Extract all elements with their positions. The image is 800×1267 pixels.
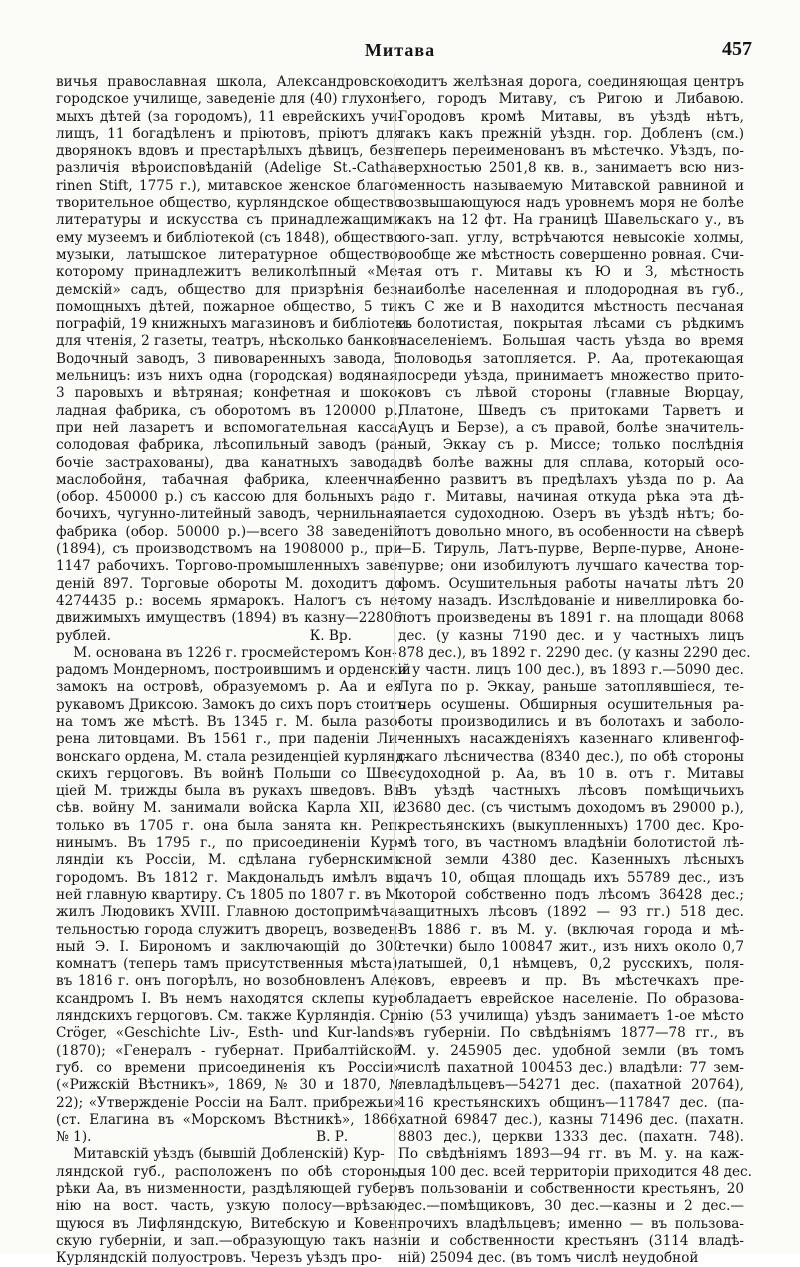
text-line: фабрика (обор. 50000 р.)—всего 38 заведеній — [56, 523, 402, 540]
text-line: мѣ того, въ частномъ владѣніи болотистой лѣ- — [398, 835, 744, 852]
text-line: населеніемъ. Большая часть уѣзда во время — [398, 333, 744, 350]
text-line: ковъ съ лѣвой стороны (главные Вюрцау, — [398, 385, 744, 402]
text-line: сной земли 4380 дес. Казенныхъ лѣсныхъ — [398, 852, 744, 869]
text-line: («Рижскій Вѣстникъ», 1869, № 30 и 1870, № — [56, 1077, 402, 1094]
text-line: дворянокъ вдовъ и престарѣлыхъ дѣвицъ, безъ — [56, 143, 402, 160]
text-line: губ. со времени присоединенія къ Россіи» — [56, 1059, 402, 1076]
text-line: rinen Stift, 1775 г.), митавское женское благо- — [56, 177, 402, 194]
text-line: тая отъ г. Митавы къ Ю и З, мѣстность — [398, 264, 744, 281]
text-line: ходитъ желѣзная дорога, соединяющая центръ — [398, 74, 744, 90]
text-line: Луга по р. Эккау, раньше затоплявшіеся, те- — [398, 679, 744, 696]
column-divider — [394, 74, 395, 1240]
text-line: Платоне, Шведъ съ притоками Тарветъ и — [398, 402, 744, 419]
text-line: музыки, латышское литературное общество, — [56, 246, 402, 263]
text-line: (ст. Елагина въ «Морскомъ Вѣстникѣ», 1866, — [56, 1111, 402, 1128]
text-line: маслобойня, табачная фабрика, клеенчная — [56, 471, 402, 488]
text-line: Ауцъ и Берзе), а съ правой, болѣе значитель- — [398, 419, 744, 436]
text-line: бенно развитъ въ предѣлахъ уѣзда по р. Аа — [398, 471, 744, 488]
text-line: мыхъ дѣтей (за городомъ), 11 еврейскихъ учи- — [56, 108, 402, 125]
text-line: Въ уѣздѣ частныхъ лѣсовъ помѣщичьихъ — [398, 783, 744, 800]
text-line: хатной 69847 дес.), казны 71496 дес. (пахатн. — [398, 1111, 744, 1128]
text-line: 8803 дес.), церкви 1333 дес. (пахатн. 748). — [398, 1129, 744, 1146]
text-line: ляндской губ., расположенъ по обѣ стороны — [56, 1163, 402, 1180]
text-line: крестьянскихъ (выкупленныхъ) 1700 дес. Кро- — [398, 817, 744, 834]
text-line: стечки) было 100847 жит., изъ нихъ около 0,7 — [398, 938, 744, 955]
text-line: такъ какъ прежній уѣздн. гор. Добленъ (см.) — [398, 125, 744, 142]
text-line: творительное общество, курляндское общество — [56, 195, 402, 212]
text-line: нію на вост. часть, узкую полосу—врѣзаю- — [56, 1198, 402, 1215]
text-line: левладѣльцевъ—54271 дес. (пахатной 20764), — [398, 1077, 744, 1094]
text-line: судоходной р. Аа, въ 10 в. отъ г. Митавы — [398, 765, 744, 782]
text-line: замокъ на островѣ, образуемомъ р. Аа и ея — [56, 679, 402, 696]
text-line: М. у. 245905 дес. удобной земли (въ томъ — [398, 1042, 744, 1059]
text-line: менность называемую Митавской равниной и — [398, 177, 744, 194]
text-line: пурве; они изобилуютъ лучшаго качества тор- — [398, 558, 744, 575]
text-line: лается судоходною. Озеръ въ уѣздѣ нѣтъ; бо- — [398, 506, 744, 523]
text-line: лотъ произведены въ 1891 г. на площади 8068 — [398, 610, 744, 627]
text-line: деній 897. Торговые обороты М. доходитъ до — [56, 575, 402, 592]
text-line: верхностью 2501,8 кв. в., занимаетъ всю низ- — [398, 160, 744, 177]
text-line: городское училище, заведеніе для (40) глухонѣ- — [56, 91, 404, 108]
text-line: фомъ. Осушительныя работы начаты лѣтъ 20 — [398, 575, 744, 592]
text-line: латышей, 0,1 нѣмцевъ, 0,2 русскихъ, поля- — [398, 956, 744, 973]
text-line: рѣки Аа, въ низменности, раздѣляющей губер- — [56, 1181, 402, 1197]
text-line: скихъ герцоговъ. Въ войнѣ Польши со Шве- — [56, 765, 402, 782]
text-line: ніи и собственности крестьянъ (3114 владѣ- — [398, 1232, 744, 1249]
text-line: его, городъ Митаву, съ Ригою и Либавою. — [398, 91, 744, 108]
text-line: лищъ, 11 богадѣленъ и пріютовъ, пріютъ для — [56, 125, 402, 142]
text-line: солодовая фабрика, лѣсопильный заводъ (ра- — [56, 437, 402, 454]
text-line: дачъ 10, общая площадь ихъ 55789 дес., изъ — [398, 869, 744, 886]
text-line: двѣ болѣе важны для сплава, который осо- — [398, 454, 744, 471]
right-text-column — [398, 74, 752, 1267]
text-line: ковъ, евреевъ и пр. Въ мѣстечкахъ пре- — [398, 973, 744, 990]
text-line: ляндіи къ Россіи, М. сдѣлана губернскимъ — [56, 852, 402, 869]
text-line: возвышающуюся надъ уровнемъ моря не болѣе — [398, 195, 744, 212]
text-line: ему музеемъ и библіотекой (съ 1848), общество — [56, 229, 402, 246]
text-line: 3 паровыхъ и вѣтряная; конфетная и шоко- — [56, 385, 402, 402]
text-line: жилъ Людовикъ XVIII. Главною достопримѣча- — [56, 904, 402, 921]
text-line: лотъ довольно много, въ особенности на сѣверѣ — [398, 523, 744, 540]
text-line: рена литовцами. Въ 1561 г., при паденіи Ли- — [56, 731, 402, 748]
text-line: юго-зап. углу, встрѣчаются невысокіе холмы, — [398, 229, 744, 246]
text-line: которому принадлежитъ великолѣпный «Ме- — [56, 264, 402, 281]
text-line: только въ 1705 г. она была занята кн. Реп- — [56, 817, 402, 834]
text-line: демскій» садъ, общество для призрѣнія без- — [56, 281, 402, 298]
text-line: Cröger, «Geschichte Liv-, Esth- und Kur-lands» — [56, 1025, 402, 1042]
page-number: 457 — [722, 38, 752, 60]
text-line: (1870); «Генералъ - губернат. Прибалтійской — [56, 1042, 402, 1059]
running-head-title: Митава — [364, 40, 436, 60]
text-line: обладаетъ еврейское населеніе. По образова- — [398, 990, 744, 1007]
text-line: (1894), съ производствомъ на 1908000 р., при — [56, 541, 402, 558]
text-line: мельницъ: изъ нихъ одна (городская) водяная, — [56, 368, 402, 385]
text-line: въ пользованіи и собственности крестьянъ, 20 — [398, 1181, 744, 1197]
text-line: бочихъ, чугунно-литейный заводъ, чернильная — [56, 506, 402, 523]
text-line: нію (53 училища) уѣздъ занимаетъ 1-ое мѣсто — [398, 1008, 744, 1025]
text-line: вообще же мѣстность совершенно ровная. Счи- — [398, 246, 744, 263]
text-line: 1147 рабочихъ. Торгово-промышленныхъ заве- — [56, 558, 402, 575]
text-line: ладная фабрика, съ оборотомъ въ 120000 р., — [56, 402, 402, 419]
text-line: дыя 100 дес. всей территоріи приходится 48 дес. — [398, 1163, 752, 1180]
text-line: перь осушены. Обширныя осушительныя ра- — [398, 696, 744, 713]
text-line: теперь переименованъ въ мѣстечко. Уѣздъ, по- — [398, 143, 744, 160]
text-line: тому назадъ. Изслѣдованіе и нивеллировка бо- — [398, 592, 744, 609]
text-line: Курляндскій полуостровъ. Черезъ уѣздъ про- — [56, 1250, 382, 1267]
text-line: Водочный заводъ, 3 пивоваренныхъ завода, 5 — [56, 350, 402, 367]
text-line: защитныхъ лѣсовъ (1892 — 93 гг.) 518 дес. — [398, 904, 744, 921]
text-line: на томъ же мѣстѣ. Въ 1345 г. М. была разо- — [56, 713, 402, 730]
text-line: движимыхъ имуществъ (1894) въ казну—22806 — [56, 610, 402, 627]
text-line: дес.—помѣщиковъ, 30 дес.—казны и 2 дес.— — [398, 1198, 744, 1215]
text-line: Въ 1886 г. въ М. у. (включая города и мѣ- — [398, 921, 744, 938]
text-line: рукавомъ Дриксою. Замокъ до сихъ поръ стоитъ — [56, 696, 405, 713]
text-line: къ С же и В находится мѣстность песчаная — [398, 298, 744, 315]
text-line: № 1). В. Р. — [56, 1129, 349, 1146]
text-line: въ 1816 г. онъ погорѣлъ, но возобновленъ Але- — [56, 973, 402, 990]
text-line: 23680 дес. (съ чистымъ доходомъ въ 29000 р.), — [398, 800, 744, 817]
text-line: сѣв. войну М. занимали войска Карла XII, и — [56, 800, 402, 817]
text-line: комнатъ (теперь тамъ присутственныя мѣста); — [56, 956, 402, 973]
text-line: скаго лѣсничества (8340 дес.), по обѣ стороны — [398, 748, 744, 765]
text-line: и болотистая, покрытая лѣсами съ рѣдкимъ — [398, 316, 744, 333]
left-text-column — [56, 74, 413, 1267]
text-line: ней главную квартиру. Съ 1805 по 1807 г. въ М. — [56, 886, 404, 903]
text-line: какъ на 12 фт. На границѣ Шавельскаго у., въ — [398, 212, 744, 229]
text-line: радомъ Мондерномъ, построившимъ и орденскій — [56, 662, 411, 679]
text-line: ціей М. трижды была въ рукахъ шведовъ. Въ — [56, 783, 402, 800]
text-line: городомъ. Въ 1812 г. Макдональдъ имѣлъ въ — [56, 869, 402, 886]
text-line: бочіе застрахованы), два канатныхъ завода. — [56, 454, 402, 471]
text-line: тельностью города служитъ дворецъ, возведен- — [56, 921, 402, 938]
text-line: 116 крестьянскихъ общинъ—117847 дес. (па- — [398, 1094, 744, 1111]
text-line: при ней лазаретъ и вспомогательная касса; — [56, 419, 402, 436]
text-line: вичья православная школа, Александровское — [56, 74, 402, 90]
text-line: вонскаго ордена, М. стала резиденціей курлянд- — [56, 748, 409, 765]
text-line: различія вѣроисповѣданій (Adelige St.-Catha- — [56, 160, 402, 177]
text-line: По свѣдѣніямъ 1893—94 гг. въ М. у. на каж- — [398, 1146, 744, 1163]
text-line: 22); «Утвержденіе Россіи на Балт. прибрежьи» — [56, 1094, 402, 1111]
text-line: числѣ пахатной 100453 дес.) владѣли: 77 зем- — [398, 1059, 744, 1076]
text-line: рублей. К. Вр. — [56, 627, 352, 644]
text-line: 878 дес.), въ 1892 г. 2290 дес. (у казны 2290 дес. — [398, 644, 751, 661]
text-line: въ губерніи. По свѣдѣніямъ 1877—78 гг., въ — [398, 1025, 744, 1042]
text-line: щуюся въ Лифляндскую, Витебскую и Ковен- — [56, 1215, 402, 1232]
text-line: Городовъ кромѣ Митавы, въ уѣздѣ нѣтъ, — [398, 108, 744, 125]
text-line: до г. Митавы, начиная откуда рѣка эта дѣ- — [398, 489, 744, 506]
text-line: боты производились и въ болотахъ и заболо- — [398, 713, 744, 730]
text-line: дес. (у казны 7190 дес. и у частныхъ лицъ — [398, 627, 744, 644]
text-line: скую губерніи, и зап.—образующую такъ наз. — [56, 1232, 402, 1249]
text-line: М. основана въ 1226 г. гросмейстеромъ Кон- — [56, 644, 397, 661]
text-line: Митавскій уѣздъ (бывшій Добленскій) Кур- — [56, 1146, 385, 1163]
text-line: прочихъ владѣльцевъ; именно — въ пользова- — [398, 1215, 744, 1232]
text-line: (обор. 450000 р.) съ кассою для больныхъ ра- — [56, 489, 402, 506]
text-line: наиболѣе населенная и плодородная въ губ., — [398, 281, 744, 298]
text-line: ксандромъ І. Въ немъ находятся склепы кур- — [56, 990, 402, 1007]
text-line: для чтенія, 2 газеты, театръ, нѣсколько банковъ. — [56, 333, 411, 350]
text-line: которой собственно подъ лѣсомъ 36428 дес.; — [398, 886, 744, 903]
text-line: —Б. Тируль, Латъ-пурве, Верпе-пурве, Аноне- — [398, 541, 744, 558]
text-line: помощныхъ дѣтей, пожарное общество, 5 ти- — [56, 298, 402, 315]
text-line: ляндскихъ герцоговъ. См. также Курляндія. Ср. — [56, 1008, 403, 1025]
text-line: ній) 25094 дес. (въ томъ числѣ неудобной — [398, 1250, 699, 1267]
text-line: литературы и искусства съ принадлежащими — [56, 212, 402, 229]
text-line: 4274435 р.: восемь ярмарокъ. Налогъ съ не- — [56, 592, 402, 609]
text-line: пографій, 19 книжныхъ магазиновъ и библіотекъ — [56, 316, 413, 333]
text-line: нинымъ. Въ 1795 г., по присоединеніи Кур- — [56, 835, 402, 852]
text-line: ный Э. І. Бирономъ и заключающій до 300 — [56, 938, 402, 955]
text-line: и у частн. лицъ 100 дес.), въ 1893 г.—5090 дес. — [398, 662, 744, 679]
text-line: посреди уѣзда, принимаетъ множество прито- — [398, 368, 744, 385]
text-line: ченныхъ насажденіяхъ казеннаго кливенгоф- — [398, 731, 744, 748]
text-line: ный, Эккау съ р. Миссе; только послѣднія — [398, 437, 744, 454]
text-line: половодья затопляется. Р. Аа, протекающая — [398, 350, 744, 367]
